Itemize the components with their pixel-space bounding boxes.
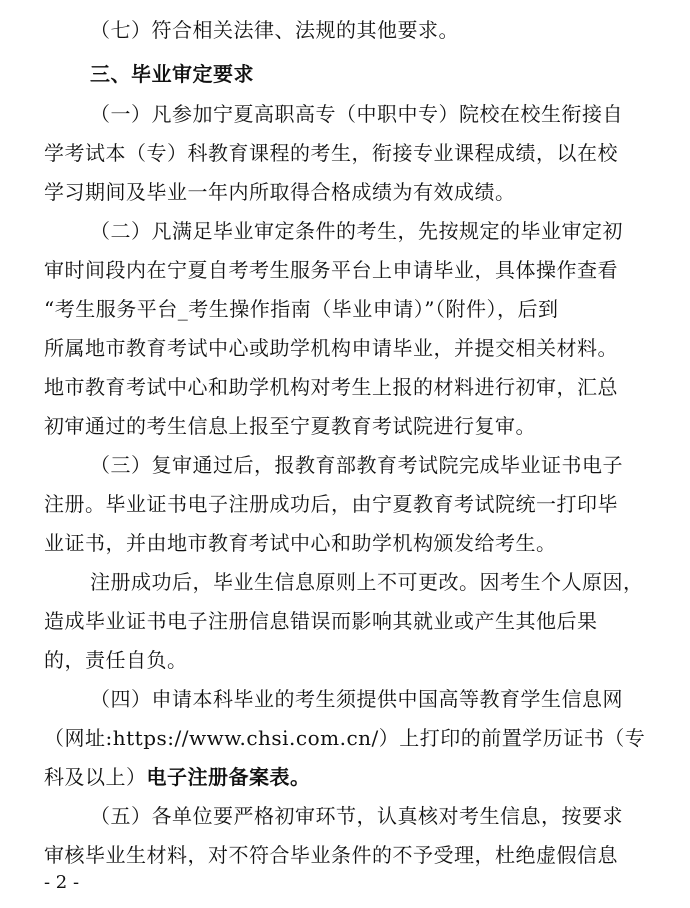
paragraph-line: 审时间段内在宁夏自考考生服务平台上申请毕业，具体操作查看 [44,258,618,282]
paragraph-line: （五）各单位要严格初审环节，认真核对考生信息，按要求 [90,804,623,828]
page-number: - 2 - [44,872,80,893]
paragraph-line: （七）符合相关法律、法规的其他要求。 [90,18,459,42]
paragraph-line: 学考试本（专）科教育课程的考生，衔接专业课程成绩，以在校 [44,141,618,165]
paragraph-line: 业证书，并由地市教育考试中心和助学机构颁发给考生。 [44,531,557,555]
paragraph-line-mixed [44,765,644,789]
paragraph-line: （一）凡参加宁夏高职高专（中职中专）院校在校生衔接自 [90,102,623,126]
paragraph-line: 所属地市教育考试中心或助学机构申请毕业，并提交相关材料。 [44,336,618,360]
paragraph-line: （网址:https://www.chsi.com.cn/）上打印的前置学历证书（专 [44,726,646,750]
paragraph-line: 的，责任自负。 [44,648,188,672]
paragraph-line: 注册。毕业证书电子注册成功后，由宁夏教育考试院统一打印毕 [44,492,618,516]
section-heading: 三、毕业审定要求 [90,62,254,86]
paragraph-line: （四）申请本科毕业的考生须提供中国高等教育学生信息网 [90,687,623,711]
bold-emphasis-text: 电子注册备案表。 [146,765,311,789]
paragraph-line: 初审通过的考生信息上报至宁夏教育考试院进行复审。 [44,414,536,438]
paragraph-line: 造成毕业证书电子注册信息错误而影响其就业或产生其他后果 [44,609,598,633]
paragraph-line: 注册成功后，毕业生信息原则上不可更改。因考生个人原因， [90,570,644,594]
paragraph-line: “考生服务平台_考生操作指南（毕业申请）”（附件），后到 [44,297,559,321]
paragraph-line: 地市教育考试中心和助学机构对考生上报的材料进行初审，汇总 [44,375,618,399]
paragraph-line: 审核毕业生材料，对不符合毕业条件的不予受理，杜绝虚假信息 [44,843,618,867]
paragraph-text: 科及以上） [44,765,147,789]
paragraph-line: 学习期间及毕业一年内所取得合格成绩为有效成绩。 [44,180,516,204]
paragraph-line: （三）复审通过后，报教育部教育考试院完成毕业证书电子 [90,453,623,477]
paragraph-line: （二）凡满足毕业审定条件的考生，先按规定的毕业审定初 [90,219,623,243]
